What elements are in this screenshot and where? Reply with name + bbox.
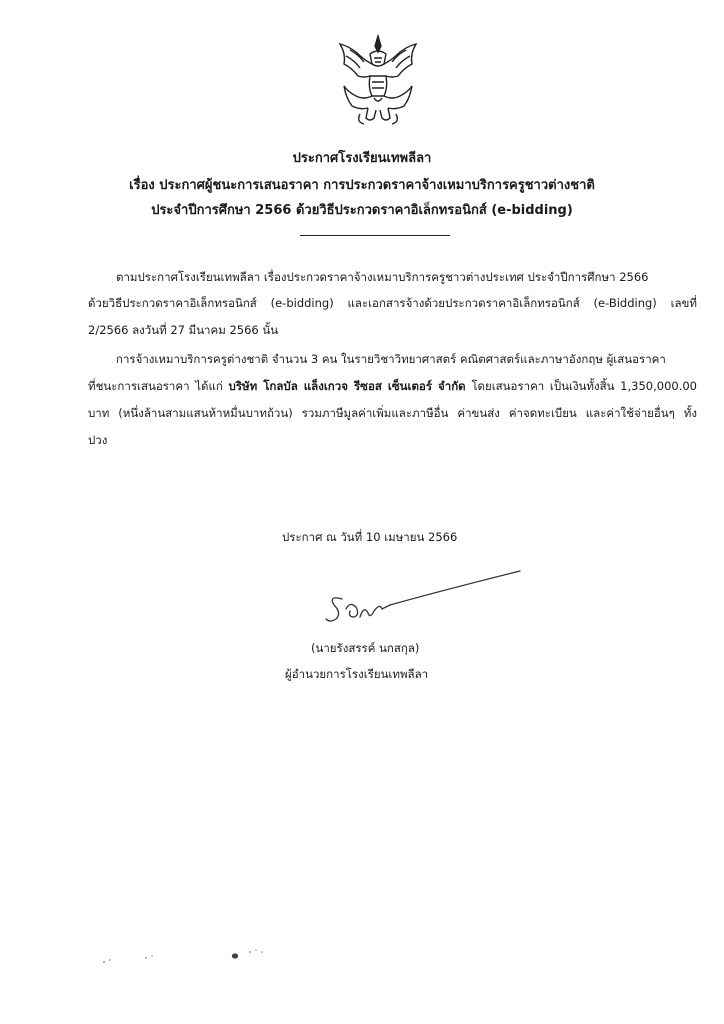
paragraph-1-line-2: ด้วยวิธีประกวดราคาอิเล็กทรอนิกส์ (e-bidding) และเอกสารจ้างด้วยประกวดราคาอิเล็กทรอนิกส์ (e-Bidding) เลขที่ <box>88 296 697 310</box>
heading-fiscal-year: ประจำปีการศึกษา 2566 ด้วยวิธีประกวดราคาอิเล็กทรอนิกส์ (e-bidding) <box>151 203 573 218</box>
signatory-title: ผู้อำนวยการโรงเรียนเทพลีลา <box>285 667 429 681</box>
paragraph-2-line-4: ปวง <box>88 433 108 447</box>
paragraph-2-line-1: การจ้างเหมาบริการครูต่างชาติ จำนวน 3 คน ในรายวิชาวิทยาศาสตร์ คณิตศาสตร์และภาษาอังกฤษ ผู้เสนอราคา <box>116 352 666 366</box>
heading-divider <box>300 235 450 236</box>
heading-subject: เรื่อง ประกาศผู้ชนะการเสนอราคา การประกวดราคาจ้างเหมาบริการครูชาวต่างชาติ <box>129 178 595 193</box>
paragraph-2-line-2 <box>88 379 697 393</box>
scan-specks <box>100 940 280 970</box>
paragraph-1-line-3: 2/2566 ลงวันที่ 27 มีนาคม 2566 นั้น <box>88 323 279 337</box>
paragraph-1-line-1: ตามประกาศโรงเรียนเทพลีลา เรื่องประกวดราคาจ้างเหมาบริการครูชาวต่างประเทศ ประจำปีการศึกษา 2566 <box>116 270 649 284</box>
heading-title: ประกาศโรงเรียนเทพลีลา <box>292 151 432 166</box>
bid-amount: โดยเสนอราคา เป็นเงินทั้งสิ้น 1,350,000.00 <box>471 379 697 393</box>
garuda-emblem-icon <box>334 34 422 126</box>
announcement-date: ประกาศ ณ วันที่ 10 เมษายน 2566 <box>282 530 458 544</box>
paragraph-2-line-3: บาท (หนึ่งล้านสามแสนห้าหมื่นบาทถ้วน) รวมภาษีมูลค่าเพิ่มและภาษีอื่น ค่าขนส่ง ค่าจดทะเบียน และค่าใช้จ่ายอื่นๆ ทั้ง <box>88 406 697 420</box>
winning-company: บริษัท โกลบัล แล็งเกวจ รีซอส เซ็นเตอร์ จำกัด <box>228 379 466 393</box>
handwritten-signature <box>320 565 525 625</box>
signatory-name: (นายรังสรรค์ นกสกุล) <box>311 641 420 655</box>
winner-label: ที่ชนะการเสนอราคา ได้แก่ <box>88 379 223 393</box>
